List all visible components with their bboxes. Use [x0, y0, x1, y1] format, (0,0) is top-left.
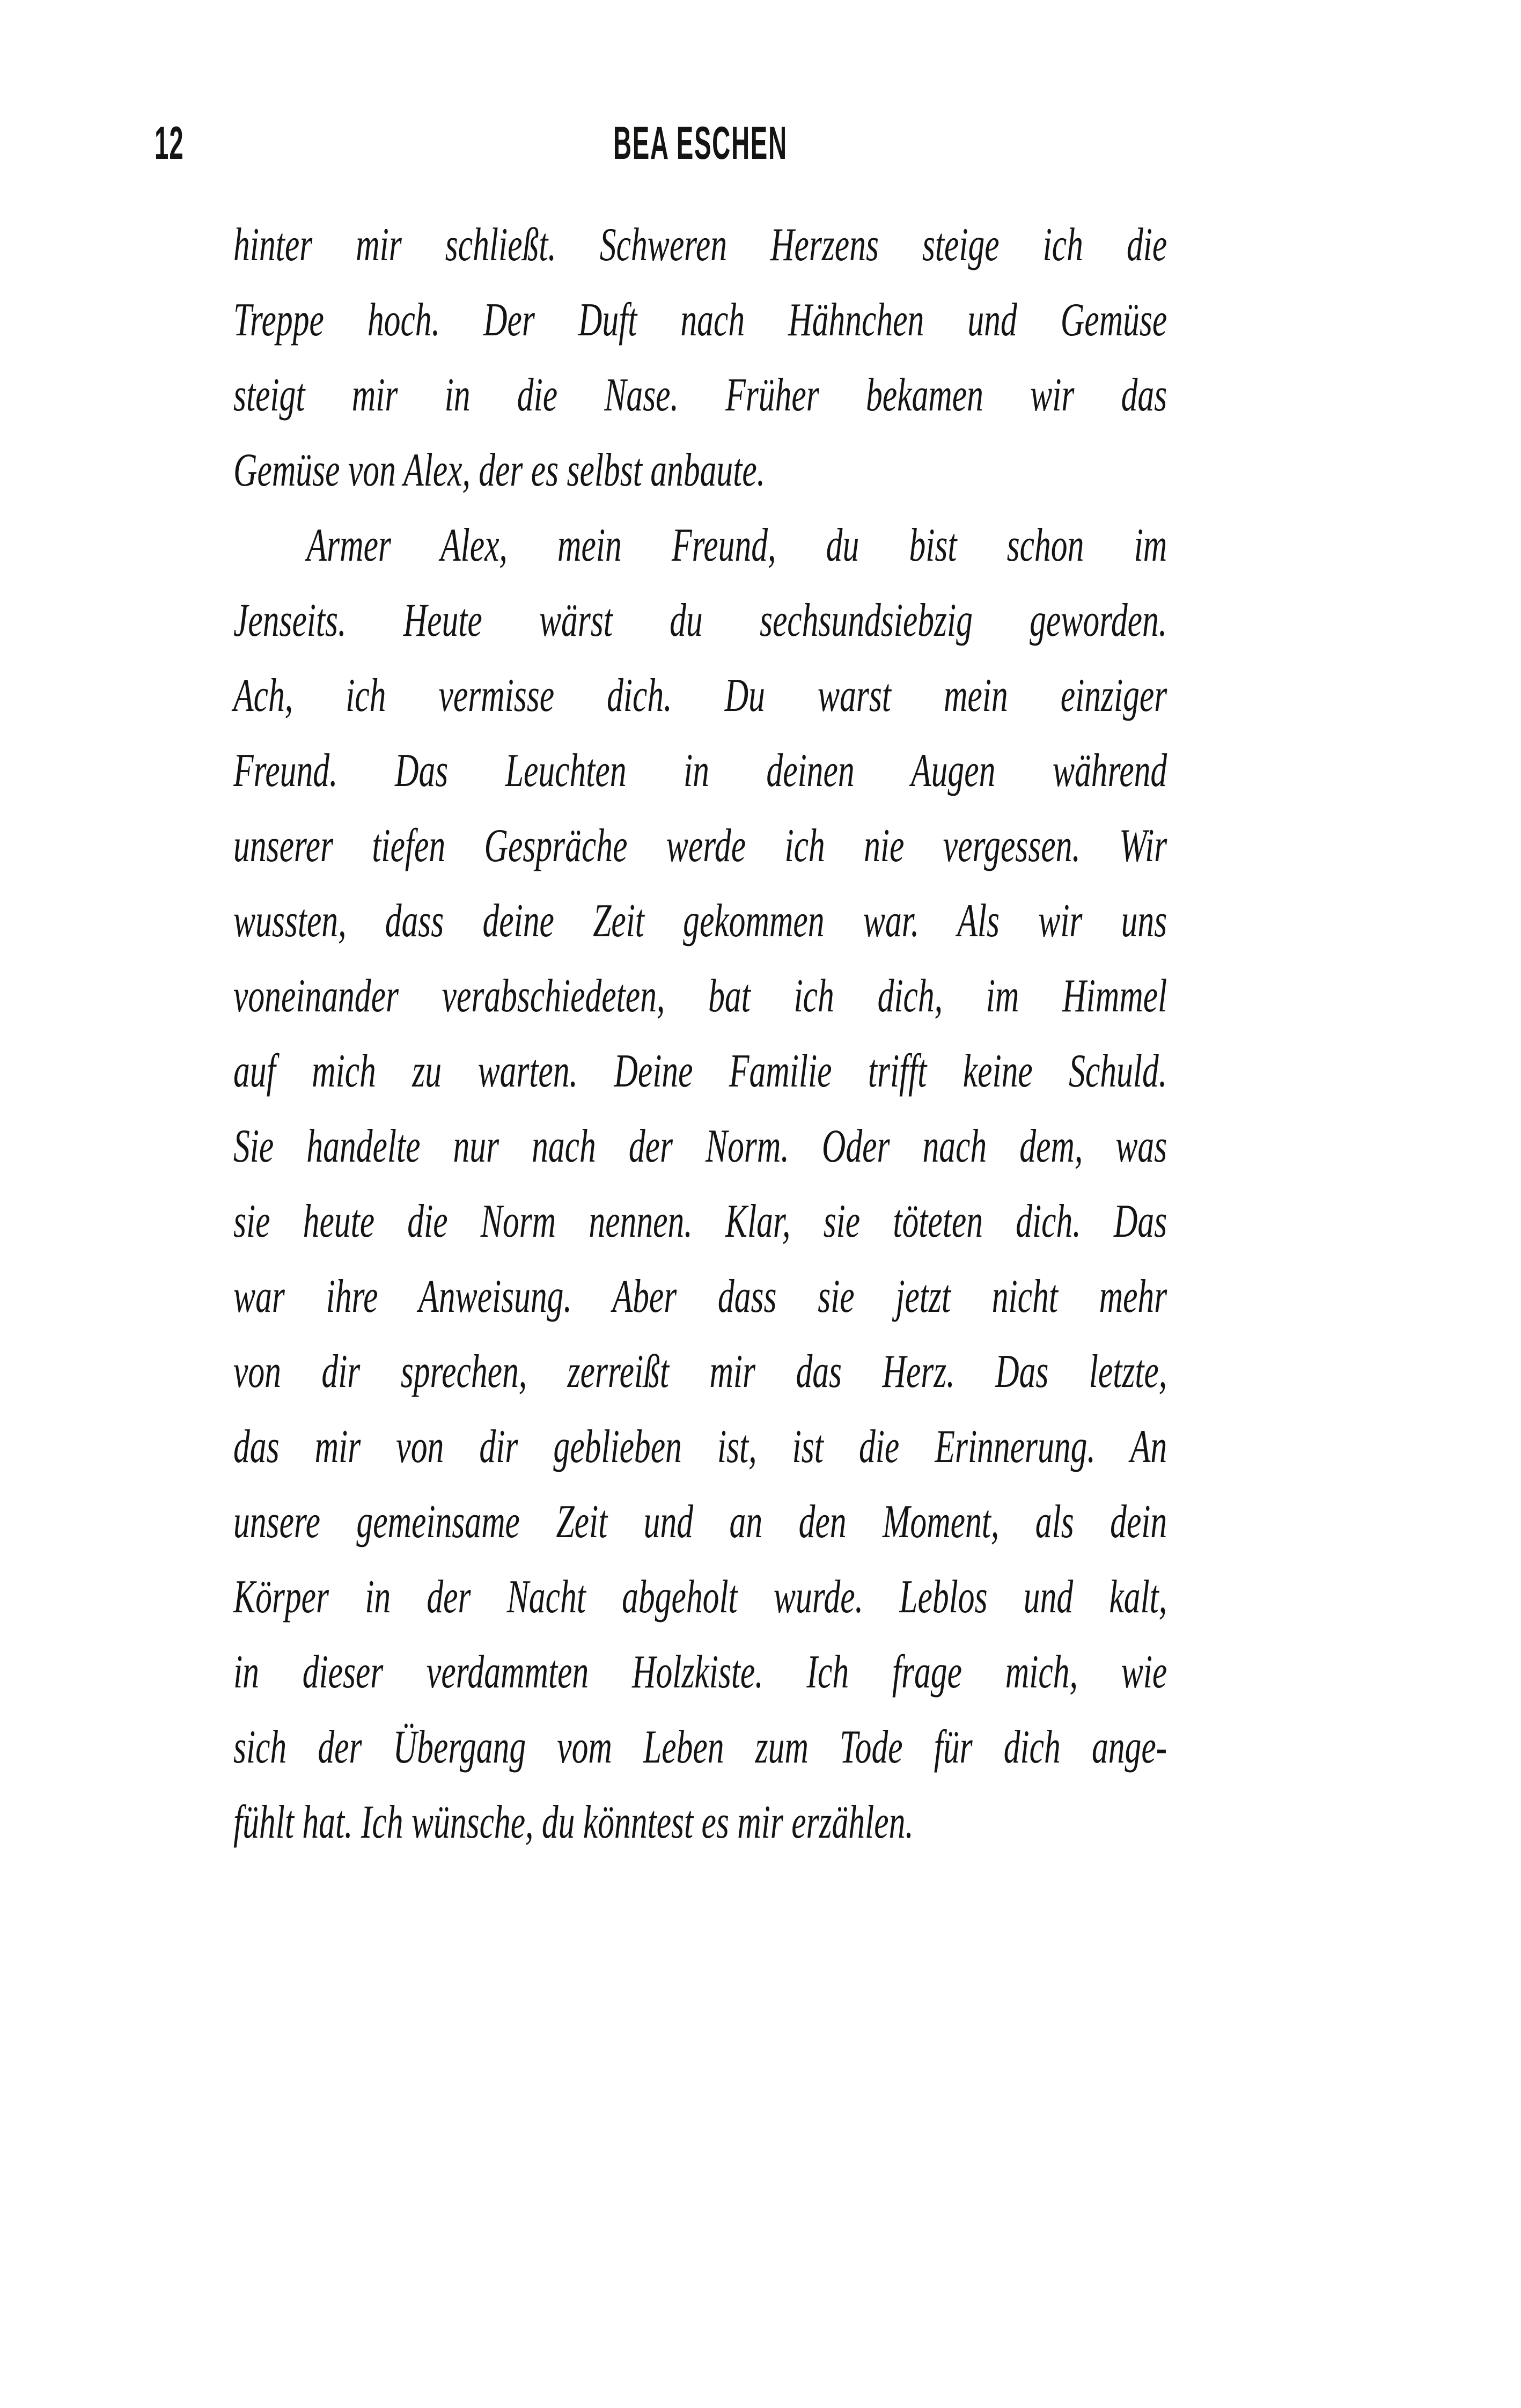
text-line: unsere gemeinsame Zeit und an den Moment, als dein [233, 1496, 1167, 1548]
text-line: sich der Übergang vom Leben zum Tode für dich ange- [233, 1721, 1167, 1773]
text-line: Treppe hoch. Der Duft nach Hähnchen und Gemüse [233, 294, 1167, 346]
text-line: Gemüse von Alex, der es selbst anbaute. [233, 444, 766, 496]
page-number [155, 118, 208, 169]
text-line: auf mich zu warten. Deine Familie trifft keine Schuld. [233, 1045, 1167, 1097]
text-line: steigt mir in die Nase. Früher bekamen wir das [233, 369, 1167, 421]
text-line: unserer tiefen Gespräche werde ich nie vergessen. Wir [233, 820, 1167, 872]
text-line: in dieser verdammten Holzkiste. Ich frage mich, wie [233, 1646, 1167, 1698]
text-line: Armer Alex, mein Freund, du bist schon im [306, 519, 1167, 571]
text-line: von dir sprechen, zerreißt mir das Herz. Das letzte, [233, 1346, 1167, 1398]
text-line: war ihre Anweisung. Aber dass sie jetzt nicht mehr [233, 1271, 1167, 1323]
text-line: Sie handelte nur nach der Norm. Oder nach dem, was [233, 1120, 1167, 1172]
text-line: Freund. Das Leuchten in deinen Augen während [233, 745, 1167, 797]
text-line: sie heute die Norm nennen. Klar, sie töteten dich. Das [233, 1195, 1167, 1247]
page-number-text: 12 [155, 118, 184, 169]
text-line: wussten, dass deine Zeit gekommen war. Als wir uns [233, 895, 1167, 947]
text-line: voneinander verabschiedeten, bat ich dich, im Himmel [233, 970, 1167, 1022]
text-line: Körper in der Nacht abgeholt wurde. Leblos und kalt, [233, 1571, 1167, 1623]
text-line: das mir von dir geblieben ist, ist die Erinnerung. An [233, 1421, 1167, 1473]
text-line: hinter mir schließt. Schweren Herzens steige ich die [233, 219, 1167, 271]
text-line: fühlt hat. Ich wünsche, du könntest es mir erzählen. [233, 1796, 914, 1848]
running-header [233, 118, 1167, 169]
text-line: Ach, ich vermisse dich. Du warst mein einziger [233, 670, 1167, 722]
running-header-text: BEA ESCHEN [613, 118, 788, 169]
body-text [233, 208, 1167, 1860]
text-line: Jenseits. Heute wärst du sechsundsiebzig geworden. [233, 594, 1167, 647]
